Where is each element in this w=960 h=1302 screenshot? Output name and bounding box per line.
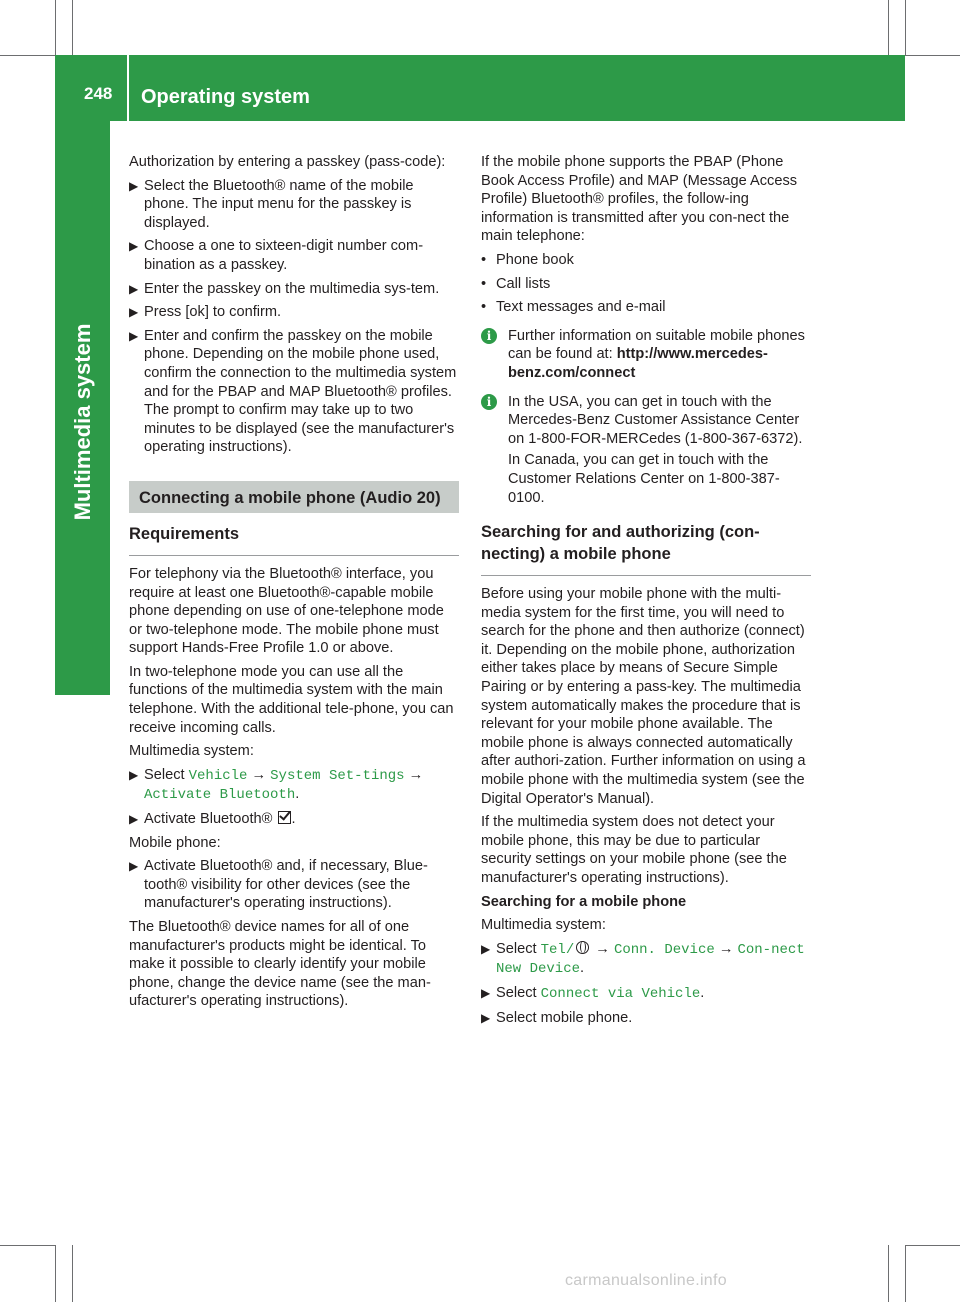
- info-icon: i: [481, 328, 497, 344]
- arrow-icon: ▶: [129, 859, 139, 874]
- section-title: Connecting a mobile phone (Audio 20): [129, 481, 459, 513]
- arrow-icon: ▶: [129, 239, 139, 254]
- crop-mark: [888, 0, 889, 55]
- crop-mark: [0, 55, 55, 56]
- menu-system-settings[interactable]: System Set-tings: [270, 767, 405, 784]
- step-item: ▶ Select mobile phone.: [481, 1009, 633, 1026]
- menu-connect-new-device[interactable]: Con-nect New Device: [496, 941, 805, 978]
- mobile-label: Mobile phone:: [129, 834, 221, 851]
- side-tab-label: Multimedia system: [70, 323, 95, 521]
- list-item: • Phone book: [481, 251, 574, 268]
- section-heading: Searching for and authorizing (con-necting) a mobile phone: [481, 521, 811, 576]
- page-number: 248: [84, 84, 113, 103]
- menu-conn-device[interactable]: Conn. Device: [613, 941, 715, 958]
- step-item: ▶ Choose a one to sixteen-digit number com-bination as a passkey.: [129, 238, 424, 273]
- watermark: carmanualsonline.info: [565, 1272, 727, 1289]
- detect-paragraph: If the multimedia system does not detect your mobile phone, this may be due to particular security settings on your mobile phone (see the manufacturer's operating instructions).: [481, 814, 787, 886]
- menu-tel[interactable]: Tel/: [540, 941, 575, 958]
- list-item: • Call lists: [481, 275, 551, 292]
- step-select-menu: ▶ Select Vehicle → System Set-tings → Activate Bluetooth.: [129, 766, 424, 804]
- requirements-paragraph: For telephony via the Bluetooth® interface, you require at least one Bluetooth®-capable mobile phone depending on use of one-telephone mode or two-telephone mode. The mobile phone must support Hands-Free Profile 1.0 or above.: [129, 565, 444, 657]
- crop-mark: [905, 1245, 960, 1246]
- arrow-icon: ▶: [129, 305, 139, 320]
- intro-text: Authorization by entering a passkey (pass-code):: [129, 154, 446, 170]
- step-connect-via-vehicle: ▶ Select Connect via Vehicle.: [481, 984, 705, 1002]
- website-link[interactable]: http://www.mercedes-benz.com/connect: [508, 346, 768, 381]
- arrow-icon: ▶: [481, 985, 491, 1000]
- crop-mark: [905, 1245, 906, 1302]
- bullet-icon: •: [481, 251, 487, 268]
- info-note: i In the USA, you can get in touch with the Mercedes-Benz Customer Assistance Center on 1-800-FOR-MERCedes (1-800-367-6372). In Canada, you can get in touch with the Customer Relations Center on 1-800-387-0100.: [481, 393, 811, 508]
- closing-paragraph: The Bluetooth® device names for all of one manufacturer's products might be identical. To make it possible to clearly identify your mobile phone, change the device name (see the man-ufacturer's operating instructions).: [129, 919, 431, 1010]
- list-item: • Text messages and e-mail: [481, 299, 666, 316]
- arrow-icon: ▶: [129, 178, 139, 193]
- search-paragraph: Before using your mobile phone with the multi-media system for the first time, you will need to search for the phone and then authorize (connect) it. Depending on the mobile phone, authorization either takes place by means of Secure Simple Pairing or by entering a pass-key. The multimedia system automatically makes the procedure that is relevant for your mobile phone available. The mobile phone is always connected automatically after authori-zation. Further information on using a mobile phone with the multimedia system (see the Digital Operator's Manual).: [481, 586, 806, 807]
- multimedia-label: Multimedia system:: [129, 743, 254, 760]
- bullet-icon: •: [481, 275, 487, 292]
- menu-vehicle[interactable]: Vehicle: [188, 767, 248, 784]
- multimedia-label: Multimedia system:: [481, 917, 606, 934]
- page-title: Operating system: [141, 86, 310, 108]
- crop-mark: [55, 1245, 56, 1302]
- pbap-paragraph: If the mobile phone supports the PBAP (Phone Book Access Profile) and MAP (Message Access Profile) Bluetooth® profiles, the follow-ing information is transmitted after you con-nect the main telephone:: [481, 154, 798, 245]
- menu-activate-bluetooth[interactable]: Activate Bluetooth: [144, 787, 296, 804]
- crop-mark: [905, 0, 906, 55]
- right-column: [481, 153, 811, 1032]
- info-note: i Further information on suitable mobile phones can be found at: http://www.mercedes-benz.com/connect: [481, 327, 811, 383]
- arrow-icon: ▶: [481, 1010, 491, 1025]
- arrow-icon: ▶: [129, 328, 139, 343]
- crop-mark: [905, 55, 960, 56]
- header-divider: [127, 55, 129, 121]
- step-item: ▶ Select the Bluetooth® name of the mobile phone. The input menu for the passkey is displayed.: [129, 177, 414, 231]
- step-item: ▶ Press [ok] to confirm.: [129, 304, 282, 321]
- arrow-icon: ▶: [481, 941, 491, 956]
- arrow-icon: ▶: [129, 812, 139, 827]
- checkbox-icon: [278, 811, 291, 824]
- crop-mark: [0, 1245, 55, 1246]
- crop-mark: [72, 1245, 73, 1302]
- step-item: ▶ Enter and confirm the passkey on the mobile phone. Depending on the mobile phone used, confirm the connection to the multimedia system and for the PBAP and MAP Bluetooth® profiles. The prompt to confirm may take up to two minutes to be displayed (see the manufacturer's operating instructions).: [129, 327, 457, 456]
- crop-mark: [72, 0, 73, 55]
- search-subheading: Searching for a mobile phone: [481, 893, 687, 910]
- left-column: [129, 153, 459, 1016]
- bullet-icon: •: [481, 299, 487, 316]
- step-activate-bluetooth: ▶ Activate Bluetooth® .: [129, 811, 296, 828]
- two-telephone-paragraph: In two-telephone mode you can use all the functions of the multimedia system with the main telephone. With the additional tele-phone, you can receive incoming calls.: [129, 663, 454, 736]
- step-select-menu: ▶ Select Tel/ → Conn. Device → Con-nect New Device.: [481, 940, 805, 978]
- info-icon: i: [481, 394, 497, 410]
- arrow-icon: ▶: [129, 767, 139, 782]
- arrow-icon: ▶: [129, 281, 139, 296]
- subsection-title: Requirements: [129, 523, 459, 556]
- crop-mark: [888, 1245, 889, 1302]
- menu-connect-via-vehicle[interactable]: Connect via Vehicle: [540, 985, 701, 1002]
- step-item: ▶ Enter the passkey on the multimedia sys-tem.: [129, 280, 440, 297]
- step-item: ▶ Activate Bluetooth® and, if necessary, Blue-tooth® visibility for other devices (see the manufacturer's operating instructions).: [129, 858, 428, 912]
- globe-icon: [576, 941, 589, 954]
- crop-mark: [55, 0, 56, 55]
